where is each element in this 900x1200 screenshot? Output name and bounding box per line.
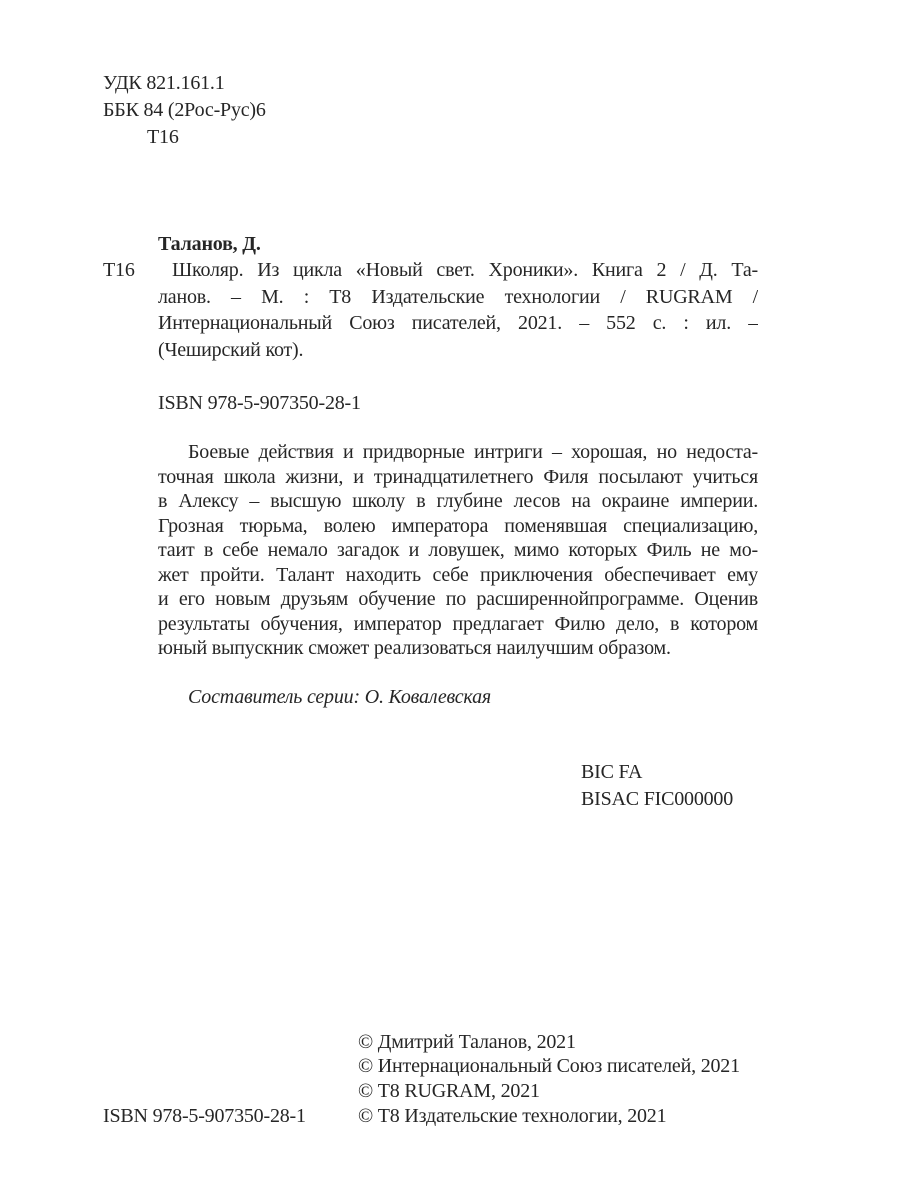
annotation-line: в Алексу – высшую школу в глубине лесов на окраине империи. (158, 490, 758, 512)
copyright-line: © Интернациональный Союз писателей, 2021 (358, 1055, 740, 1077)
description-line: (Чеширский кот). (158, 339, 304, 361)
annotation-line: юный выпускник сможет реализоваться наилучшим образом. (158, 637, 671, 659)
description-line: Школяр. Из цикла «Новый свет. Хроники». Книга 2 / Д. Та- (172, 259, 758, 281)
annotation-line: Боевые действия и придворные интриги – хорошая, но недоста- (188, 441, 758, 463)
isbn: ISBN 978-5-907350-28-1 (158, 392, 361, 414)
annotation-line: и его новым друзьям обучение по расширеннойпрограмме. Оценив (158, 588, 758, 610)
annotation-line: таит в себе немало загадок и ловушек, мимо которых Филь не мо- (158, 539, 758, 561)
annotation-line: результаты обучения, император предлагает Филю дело, в котором (158, 613, 758, 635)
author-mark-entry: Т16 (103, 259, 135, 281)
copyright-line: © Т8 RUGRAM, 2021 (358, 1080, 540, 1102)
udk-code: УДК 821.161.1 (103, 72, 225, 94)
description-line: Интернациональный Союз писателей, 2021. – 552 с. : ил. – (158, 312, 758, 334)
author-mark: Т16 (147, 126, 179, 148)
description-line: ланов. – М. : Т8 Издательские технологии / RUGRAM / (158, 286, 758, 308)
bottom-isbn: ISBN 978-5-907350-28-1 (103, 1105, 306, 1127)
bbk-code: ББК 84 (2Рос-Рус)6 (103, 99, 266, 121)
annotation-line: Грозная тюрьма, волею императора поменявшая специализацию, (158, 515, 758, 537)
series-compiler: Составитель серии: О. Ковалевская (188, 686, 491, 708)
bic-code: BIC FA (581, 761, 643, 783)
bisac-code: BISAC FIC000000 (581, 788, 734, 810)
copyright-line: © Дмитрий Таланов, 2021 (358, 1031, 576, 1053)
annotation-line: жет пройти. Талант находить себе приключения обеспечивает ему (158, 564, 758, 586)
author-name: Таланов, Д. (158, 233, 261, 255)
annotation-line: точная школа жизни, и тринадцатилетнего Филя посылают учиться (158, 466, 758, 488)
copyright-line: © Т8 Издательские технологии, 2021 (358, 1105, 667, 1127)
